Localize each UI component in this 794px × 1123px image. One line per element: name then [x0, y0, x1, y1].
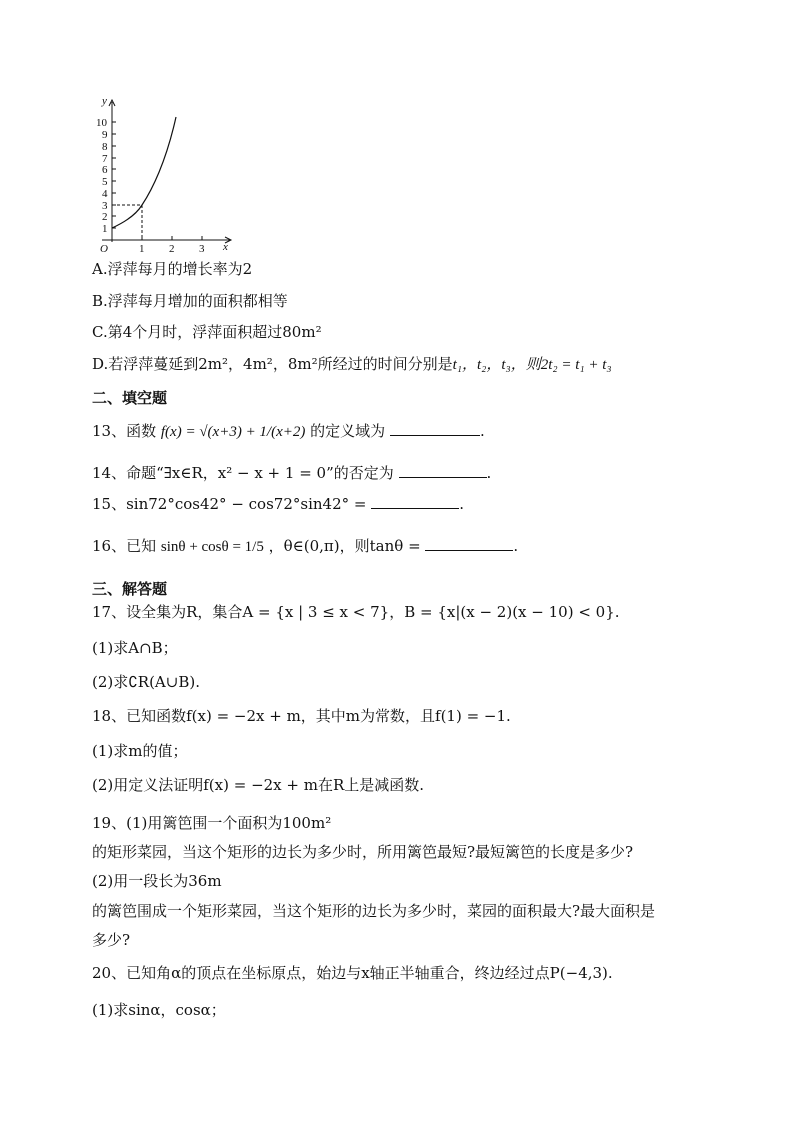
- option-d-vars: t₁，t₂，t₃，则2t₂ = t₁ + t₃: [452, 357, 612, 373]
- q15-answer-blank[interactable]: [371, 494, 459, 509]
- question-18-stem: 18、已知函数f(x) = −2x + m，其中m为常数，且f(1) = −1.: [92, 707, 511, 725]
- origin-label: O: [100, 243, 108, 252]
- y-tick-label: 8: [102, 141, 108, 153]
- q16-mid: ，θ∈(0,π)，则tanθ =: [268, 537, 421, 555]
- y-tick-label: 7: [102, 153, 108, 165]
- question-14: [92, 462, 491, 484]
- q16-answer-blank[interactable]: [425, 536, 513, 551]
- y-axis-label: y: [102, 95, 107, 107]
- question-19-part2c: 多少?: [92, 931, 131, 949]
- question-15: [92, 493, 464, 515]
- q13-suffix: 的定义域为: [310, 422, 386, 440]
- question-17-stem: 17、设全集为R，集合A = {x | 3 ≤ x < 7}，B = {x|(x − 2)(x − 10) < 0}.: [92, 603, 620, 621]
- q13-answer-blank[interactable]: [390, 421, 480, 436]
- q13-prefix: 13、函数: [92, 422, 157, 440]
- question-19-part1a: 19、(1)用篱笆围一个面积为100m²: [92, 814, 332, 832]
- exponential-curve: [112, 117, 176, 228]
- question-13: [92, 416, 485, 447]
- question-19-part2b: 的篱笆围成一个矩形菜园，当这个矩形的边长为多少时，菜园的面积最大?最大面积是: [92, 902, 656, 920]
- q14-text: 14、命题“∃x∈R，x² − x + 1 = 0”的否定为: [92, 464, 394, 482]
- q16-period: .: [513, 537, 519, 555]
- x-tick-label: 1: [139, 243, 145, 252]
- option-a: A.浮萍每月的增长率为2: [92, 260, 253, 278]
- y-tick-label: 10: [96, 117, 107, 129]
- x-axis-label: x: [223, 241, 228, 252]
- y-tick-label: 6: [102, 164, 108, 176]
- q13-period: .: [479, 422, 485, 440]
- option-d-text: D.若浮萍蔓延到2m²，4m²，8m²所经过的时间分别是: [92, 355, 453, 373]
- q14-period: .: [486, 464, 492, 482]
- q16-expression: sinθ + cosθ = 1/5: [160, 539, 264, 555]
- y-tick-label: 4: [102, 188, 108, 200]
- y-tick-label: 9: [102, 129, 108, 141]
- q15-period: .: [459, 495, 465, 513]
- q14-answer-blank[interactable]: [399, 463, 487, 478]
- q16-prefix: 16、已知: [92, 537, 157, 555]
- question-17-part2: (2)求∁R(A∪B).: [92, 673, 200, 691]
- question-16: [92, 531, 518, 562]
- question-18-part1: (1)求m的值；: [92, 742, 188, 760]
- section-fill-in-title: 二、填空题: [92, 389, 168, 407]
- question-17-part1: (1)求A∩B；: [92, 639, 178, 657]
- option-c: C.第4个月时，浮萍面积超过80m²: [92, 323, 322, 341]
- question-19-part1b: 的矩形菜园，当这个矩形的边长为多少时，所用篱笆最短?最短篱笆的长度是多少?: [92, 843, 634, 861]
- y-tick-label: 2: [102, 211, 108, 223]
- x-tick-label: 3: [199, 243, 205, 252]
- section-solution-title: 三、解答题: [92, 580, 168, 598]
- option-b: B.浮萍每月增加的面积都相等: [92, 292, 288, 310]
- q13-function: f(x) = √(x+3) + 1/(x+2): [160, 424, 306, 440]
- question-20-stem: 20、已知角α的顶点在坐标原点，始边与x轴正半轴重合，终边经过点P(−4,3).: [92, 964, 613, 982]
- question-19-part2a: (2)用一段长为36m: [92, 872, 222, 890]
- x-tick-label: 2: [169, 243, 175, 252]
- question-18-part2: (2)用定义法证明f(x) = −2x + m在R上是减函数.: [92, 776, 425, 794]
- q15-text: 15、sin72°cos42° − cos72°sin42° =: [92, 495, 367, 513]
- option-d: [92, 353, 612, 376]
- y-tick-label: 1: [102, 223, 108, 235]
- y-tick-label: 5: [102, 176, 108, 188]
- question-20-part1: (1)求sinα，cosα；: [92, 1001, 226, 1019]
- growth-graph: [86, 92, 246, 252]
- y-tick-label: 3: [102, 200, 108, 212]
